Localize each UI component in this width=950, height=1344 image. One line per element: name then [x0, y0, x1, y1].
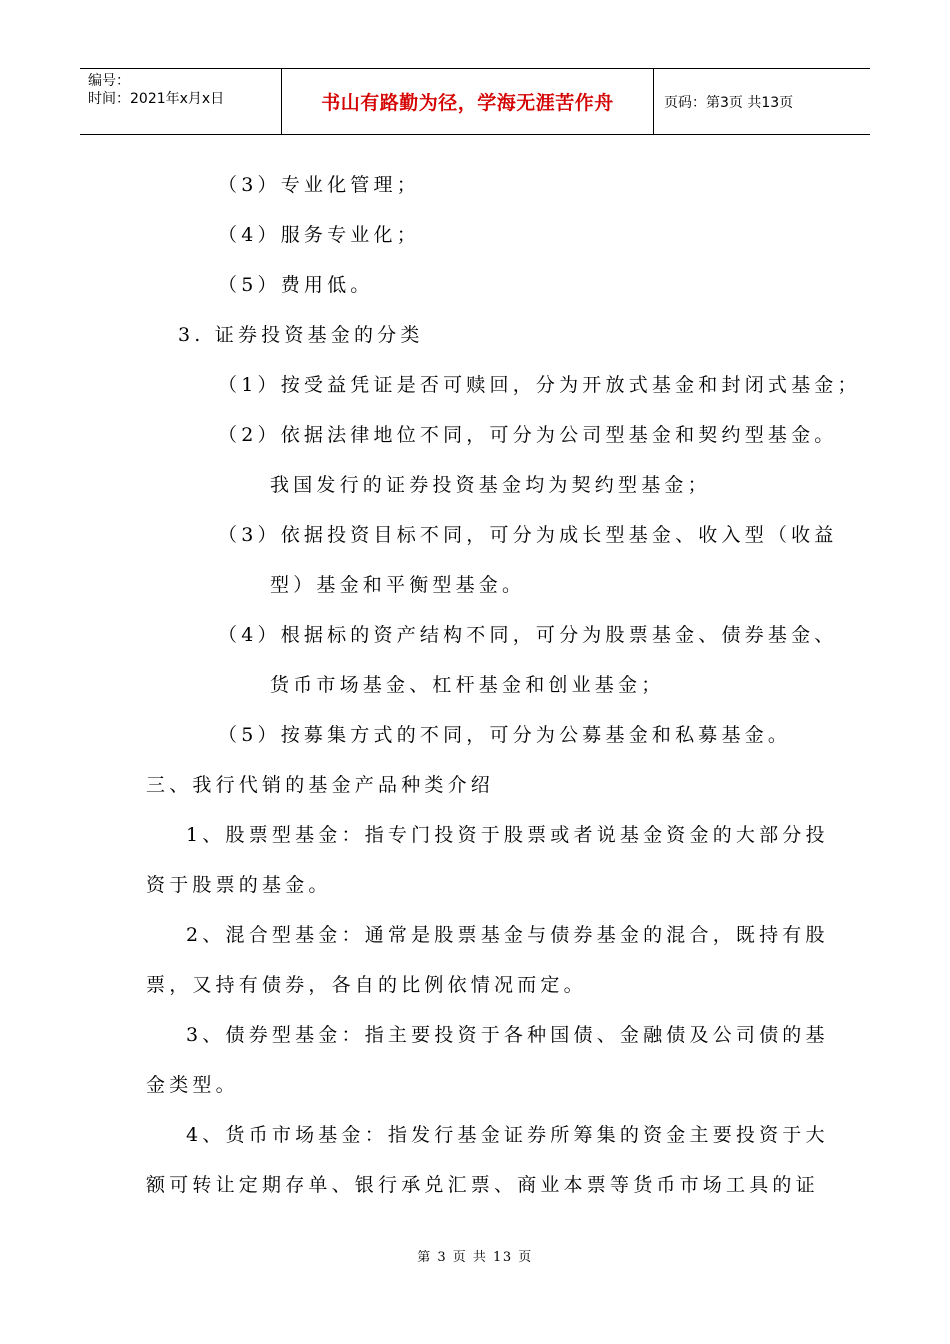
- page-footer: 第 3 页 共 13 页: [417, 1250, 533, 1265]
- body-line: 4、货币市场基金：指发行基金证券所筹集的资金主要投资于大: [186, 1124, 829, 1146]
- number-label: 编号：: [88, 73, 130, 89]
- body-line: （5）按募集方式的不同，可分为公募基金和私募基金。: [218, 724, 792, 746]
- section-heading: 三、我行代销的基金产品种类介绍: [146, 774, 495, 796]
- body-line: 金类型。: [146, 1074, 239, 1096]
- body-line: 资于股票的基金。: [146, 874, 332, 896]
- header-info-cell: [80, 69, 282, 134]
- body-line: 票，又持有债券，各自的比例依情况而定。: [146, 974, 587, 996]
- body-line: 3、债券型基金：指主要投资于各种国债、金融债及公司债的基: [186, 1024, 829, 1046]
- body-line: 1、股票型基金：指专门投资于股票或者说基金资金的大部分投: [186, 824, 829, 846]
- body-line: （2）依据法律地位不同，可分为公司型基金和契约型基金。: [218, 424, 838, 446]
- body-line: （3）依据投资目标不同，可分为成长型基金、收入型（收益: [218, 524, 838, 546]
- body-line: 2、混合型基金：通常是股票基金与债券基金的混合，既持有股: [186, 924, 829, 946]
- date-label: 时间：2021年x月x日: [88, 91, 225, 107]
- document-header: [80, 68, 870, 135]
- header-motto-cell: [282, 69, 654, 134]
- page-info: 页码：第3页 共13页: [664, 94, 794, 111]
- body-line: 货币市场基金、杠杆基金和创业基金；: [270, 674, 665, 696]
- body-line: （4）服务专业化；: [218, 224, 420, 246]
- body-line: （5）费用低。: [218, 274, 374, 296]
- section-heading: 3. 证券投资基金的分类: [178, 324, 424, 346]
- body-line: 我国发行的证券投资基金均为契约型基金；: [270, 474, 711, 496]
- body-line: 额可转让定期存单、银行承兑汇票、商业本票等货币市场工具的证: [146, 1174, 819, 1196]
- body-line: （3）专业化管理；: [218, 174, 420, 196]
- body-line: （1）按受益凭证是否可赎回，分为开放式基金和封闭式基金；: [218, 374, 861, 396]
- motto-text: 书山有路勤为径，学海无涯苦作舟: [321, 92, 614, 114]
- body-line: （4）根据标的资产结构不同，可分为股票基金、债券基金、: [218, 624, 838, 646]
- body-line: 型）基金和平衡型基金。: [270, 574, 526, 596]
- header-page-cell: [654, 69, 870, 134]
